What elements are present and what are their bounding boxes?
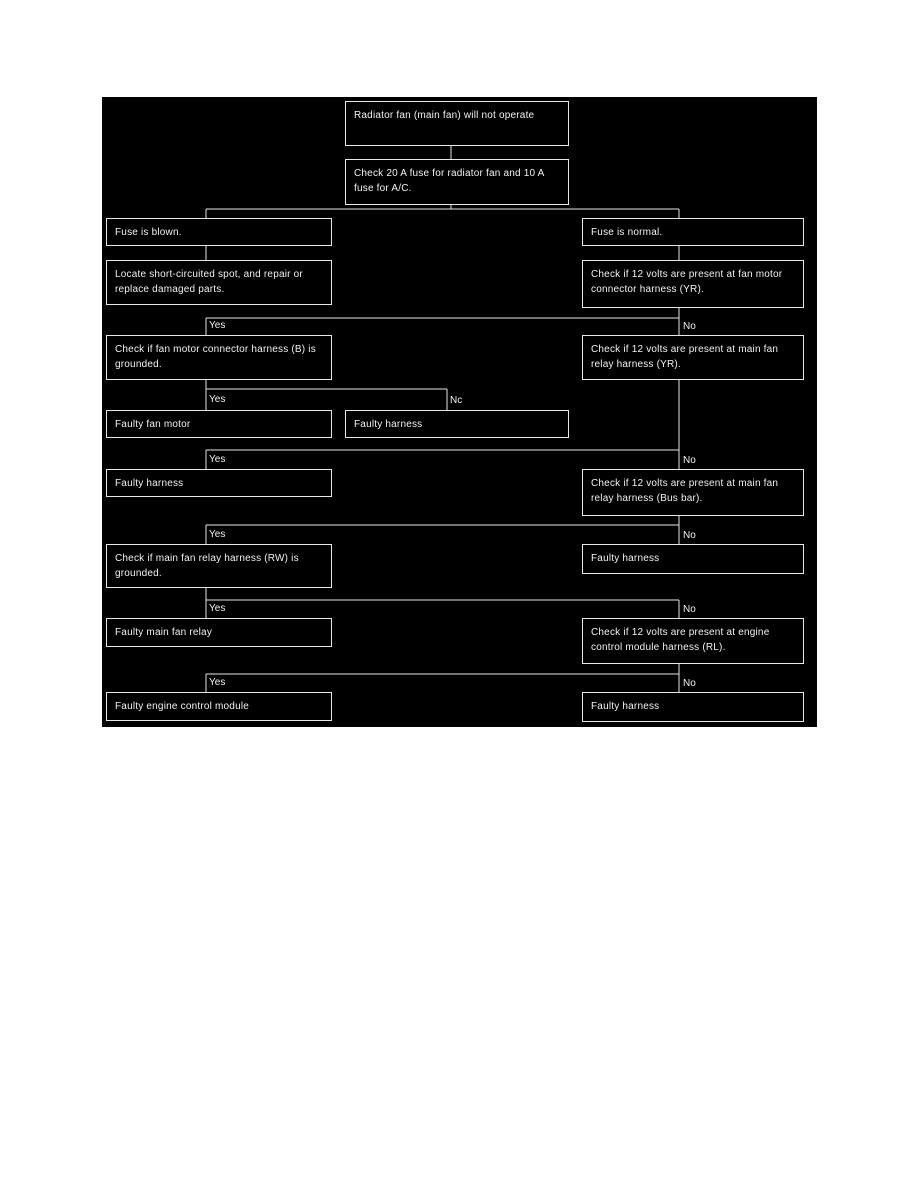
check-bus-bar-box: Check if 12 volts are present at main fan relay harness (Bus bar). xyxy=(582,469,804,516)
no-label-1: No xyxy=(683,321,696,332)
check-ecm-rl-box: Check if 12 volts are present at engine control module harness (RL). xyxy=(582,618,804,664)
yes-label-4: Yes xyxy=(209,529,226,540)
start-box: Radiator fan (main fan) will not operate xyxy=(345,101,569,146)
no-label-4: No xyxy=(683,530,696,541)
no-label-5: No xyxy=(683,604,696,615)
faulty-ecm-box: Faulty engine control module xyxy=(106,692,332,721)
check-fan-motor-b-box: Check if fan motor connector harness (B) is grounded. xyxy=(106,335,332,380)
faulty-main-relay-box: Faulty main fan relay xyxy=(106,618,332,647)
faulty-harness-box-1: Faulty harness xyxy=(345,410,569,438)
locate-short-box: Locate short-circuited spot, and repair or replace damaged parts. xyxy=(106,260,332,305)
yes-label-3: Yes xyxy=(209,454,226,465)
yes-label-1: Yes xyxy=(209,320,226,331)
faulty-harness-box-4: Faulty harness xyxy=(582,692,804,722)
no-label-6: No xyxy=(683,678,696,689)
yes-label-6: Yes xyxy=(209,677,226,688)
faulty-harness-box-2: Faulty harness xyxy=(106,469,332,497)
faulty-fan-motor-box: Faulty fan motor xyxy=(106,410,332,438)
yes-label-2: Yes xyxy=(209,394,226,405)
check-relay-yr-box: Check if 12 volts are present at main fan relay harness (YR). xyxy=(582,335,804,380)
no-label-2: Nc xyxy=(450,395,463,406)
flowchart xyxy=(102,97,817,727)
no-label-3: No xyxy=(683,455,696,466)
check-relay-rw-box: Check if main fan relay harness (RW) is grounded. xyxy=(106,544,332,588)
check-fuse-box: Check 20 A fuse for radiator fan and 10 A fuse for A/C. xyxy=(345,159,569,205)
yes-label-5: Yes xyxy=(209,603,226,614)
check-fan-motor-yr-box: Check if 12 volts are present at fan motor connector harness (YR). xyxy=(582,260,804,308)
fuse-blown-box: Fuse is blown. xyxy=(106,218,332,246)
faulty-harness-box-3: Faulty harness xyxy=(582,544,804,574)
fuse-normal-box: Fuse is normal. xyxy=(582,218,804,246)
